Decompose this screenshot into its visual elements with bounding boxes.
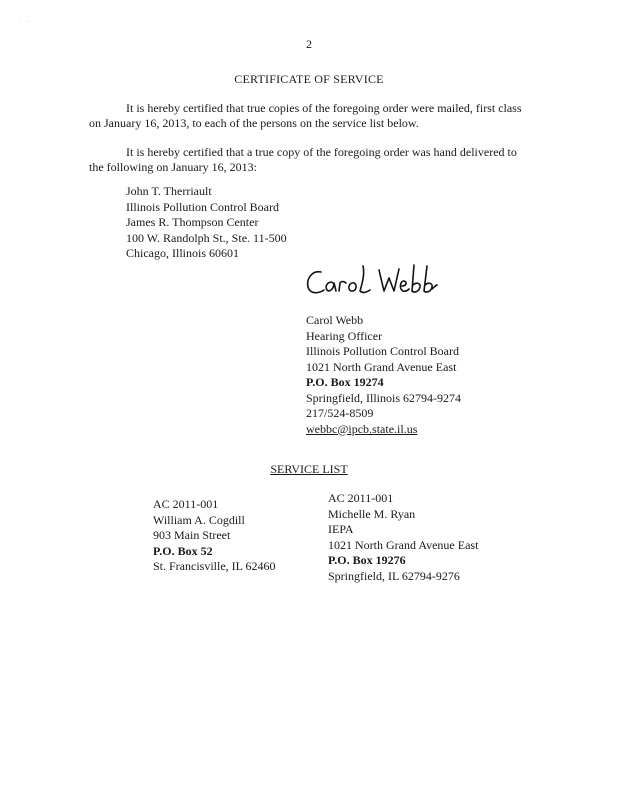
- recipient-building: James R. Thompson Center: [126, 215, 259, 229]
- right-city: Springfield, IL 62794-9276: [328, 568, 460, 583]
- left-street: 903 Main Street: [153, 528, 231, 542]
- mailed-paragraph: [89, 101, 534, 130]
- left-pobox: P.O. Box 52: [153, 543, 213, 558]
- mailed-line-2: on January 16, 2013, to each of the persons on the service list below.: [89, 115, 419, 130]
- hand-line-2: the following on January 16, 2013:: [89, 159, 257, 174]
- right-org: IEPA: [328, 522, 354, 536]
- right-street: 1021 North Grand Avenue East: [328, 537, 479, 552]
- recipient-org: Illinois Pollution Control Board: [126, 199, 280, 214]
- mailed-line-1: It is hereby certified that true copies of the foregoing order were mailed, first class: [126, 101, 522, 115]
- signer-org: Illinois Pollution Control Board: [306, 344, 460, 358]
- recipient-name: John T. Therriault: [126, 184, 212, 198]
- handwritten-signature: [303, 262, 443, 302]
- certificate-title: CERTIFICATE OF SERVICE: [234, 72, 384, 86]
- recipient-street: 100 W. Randolph St., Ste. 11-500: [126, 230, 287, 245]
- left-city: St. Francisville, IL 62460: [153, 559, 276, 573]
- signer-street: 1021 North Grand Avenue East: [306, 359, 457, 374]
- recipient-city: Chicago, Illinois 60601: [126, 246, 239, 260]
- signer-email-link[interactable]: webbc@ipcb.state.il.us: [306, 421, 418, 436]
- signer-city: Springfield, Illinois 62794-9274: [306, 390, 461, 405]
- service-list-left-address: [153, 497, 276, 575]
- service-list-right-address: [328, 491, 478, 584]
- signer-address-block: [306, 313, 461, 437]
- recipient-address-block: [126, 184, 287, 262]
- signer-title: Hearing Officer: [306, 328, 383, 343]
- signer-pobox: P.O. Box 19274: [306, 375, 384, 389]
- right-case-number: AC 2011-001: [328, 491, 394, 505]
- hand-line-1: It is hereby certified that a true copy of the foregoing order was hand delivered to: [126, 145, 517, 159]
- service-list-title: SERVICE LIST: [270, 462, 348, 476]
- left-case-number: AC 2011-001: [153, 497, 219, 511]
- hand-delivered-paragraph: [89, 145, 534, 174]
- right-pobox: P.O. Box 19276: [328, 553, 406, 567]
- right-name: Michelle M. Ryan: [328, 506, 416, 521]
- signer-name: Carol Webb: [306, 313, 364, 327]
- signer-phone: 217/524-8509: [306, 406, 374, 420]
- page-number: 2: [306, 37, 312, 51]
- scan-speck: · ·: [20, 19, 32, 25]
- left-name: William A. Cogdill: [153, 512, 245, 527]
